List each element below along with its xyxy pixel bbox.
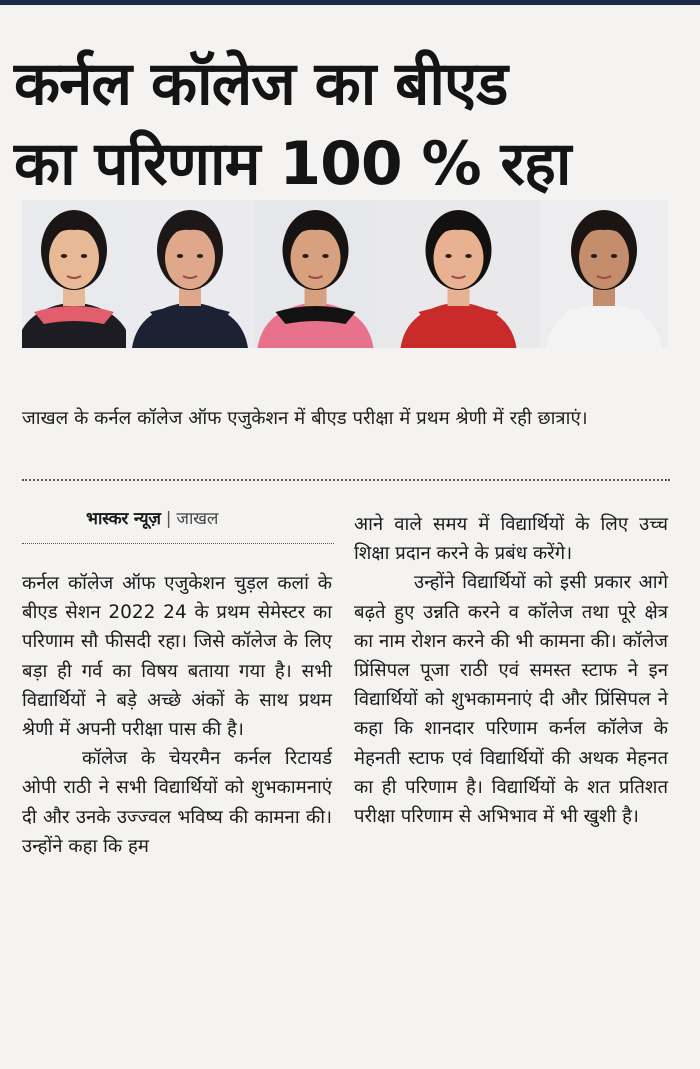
student-photo-5	[540, 200, 668, 348]
headline	[14, 44, 694, 204]
student-photo-2	[126, 200, 254, 348]
byline-source: भास्कर न्यूज़	[86, 509, 161, 529]
student-photo-strip	[22, 200, 668, 348]
student-photo-3	[254, 200, 377, 348]
student-photo-1	[22, 200, 126, 348]
student-photo-4	[377, 200, 540, 348]
headline-line-1: कर्नल कॉलेज का बीएड	[14, 49, 508, 119]
byline-divider	[22, 543, 334, 544]
top-border	[0, 0, 700, 5]
article-right-column	[354, 510, 668, 831]
article-paragraph-1: कर्नल कॉलेज ऑफ एजुकेशन चुड़ल कलां के बीएड सेशन 2022 24 के प्रथम सेमेस्टर का परिणाम सौ फीसदी रहा। जिसे कॉलेज के लिए बड़ा ही गर्व का विषय बताया गया है। सभी विद्यार्थियों ने बड़े अच्छे अंकों के साथ प्रथम श्रेणी में अपनी परीक्षा पास की है।	[22, 573, 332, 741]
headline-line-2: का परिणाम 100 % रहा	[14, 129, 571, 199]
byline-separator: |	[165, 509, 172, 529]
article-paragraph-4: उन्होंने विद्यार्थियों को इसी प्रकार आगे बढ़ते हुए उन्नति करने व कॉलेज तथा पूरे क्षेत्र का नाम रोशन करने की भी कामना की। कॉलेज प्रिंसिपल पूजा राठी एवं समस्त स्टाफ ने इन विद्यार्थियों को शुभकामनाएं दी और प्रिंसिपल ने कहा कि शानदार परिणाम कर्नल कॉलेज के मेहनती स्टाफ एवं विद्यार्थियों की अथक मेहनत का ही परिणाम है। विद्यार्थियों के शत प्रतिशत परीक्षा परिणाम से अभिभाव में भी खुशी है।	[354, 572, 668, 828]
photo-caption: जाखल के कर्नल कॉलेज ऑफ एजुकेशन में बीएड परीक्षा में प्रथम श्रेणी में रही छात्राएं।	[22, 408, 588, 429]
byline	[86, 506, 218, 529]
byline-place: जाखल	[176, 509, 219, 529]
caption-divider	[22, 479, 670, 481]
article-paragraph-3: आने वाले समय में विद्यार्थियों के लिए उच्च शिक्षा प्रदान करने के प्रबंध करेंगे।	[354, 514, 668, 565]
article-paragraph-2: कॉलेज के चेयरमैन कर्नल रिटायर्ड ओपी राठी ने सभी विद्यार्थियों को शुभकामनाएं दी और उनके उज्ज्वल भविष्य की कामना की। उन्होंने कहा कि हम	[22, 748, 332, 857]
article-left-column	[22, 569, 332, 861]
